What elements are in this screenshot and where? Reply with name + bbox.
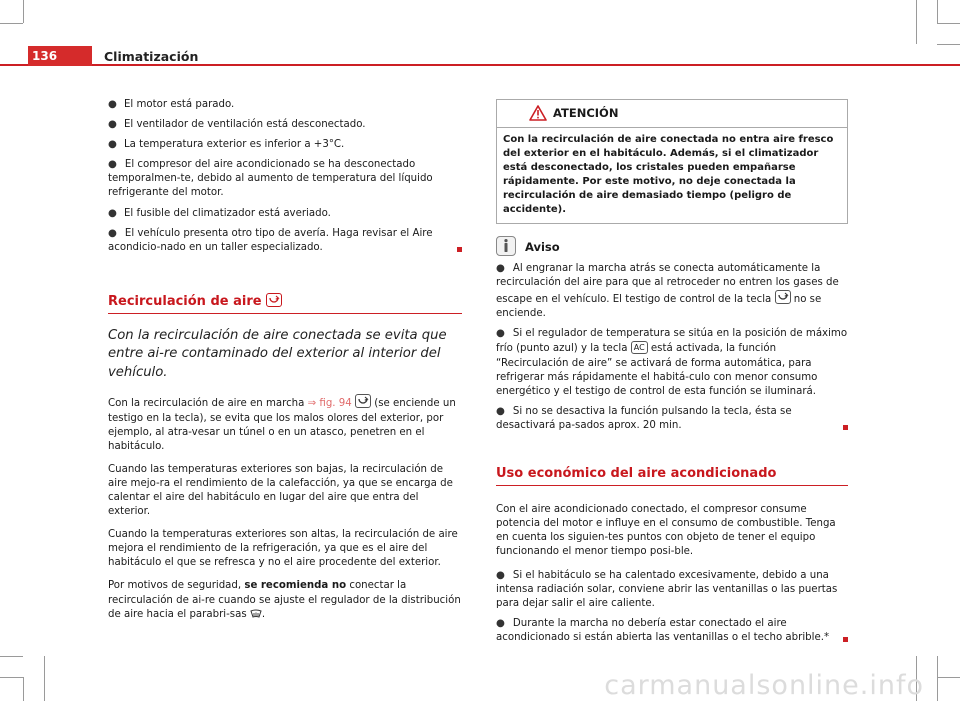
warning-body: Con la recirculación de aire conectada no entra aire fresco del exterior en el habitáculo. Además, si el climatizador está desconectado, los cristales pueden empañarse rápidamente. Por este motivo, no deje conectada la recirculación de aire demasiado tiempo (peligro de accidente).	[503, 134, 834, 215]
list-item: ● El vehículo presenta otro tipo de avería. Haga revisar el Aire acondicio-nado en un taller especializado.	[108, 227, 462, 255]
list-item: ● El fusible del climatizador está averiado.	[108, 207, 462, 221]
info-note-icon	[496, 236, 516, 256]
bullet-icon: ●	[496, 617, 505, 629]
bullet-icon: ●	[496, 569, 505, 581]
end-mark-icon	[843, 637, 848, 642]
crop-mark	[0, 23, 23, 24]
crop-mark	[937, 23, 960, 24]
list-item: ● El compresor del aire acondicionado se ha desconectado temporalmen-te, debido al aumento de temperatura del líquido refrigerante del motor.	[108, 159, 433, 199]
crop-mark	[916, 0, 917, 44]
paragraph: Cuando la temperaturas exteriores son altas, la recirculación de aire mejora el rendimiento de la refrigeración, ya que es el aire del habitáculo el que se refresca y no el aire procedente del exterior.	[108, 529, 458, 569]
warning-box	[496, 99, 848, 224]
crop-mark	[937, 677, 960, 678]
list-item: ● Si no se desactiva la función pulsando la tecla, ésta se desactivará pa-sados aprox. 20 min.	[496, 405, 848, 433]
crop-mark	[937, 44, 960, 45]
bullet-icon: ●	[496, 263, 505, 274]
list-item: ● El ventilador de ventilación está desconectado.	[108, 118, 462, 132]
bullet-icon: ●	[496, 405, 505, 417]
paragraph: Con la recirculación de aire en marcha ⇒ fig. 94 (se enciende un testigo en la tecla), se evita que los malos olores del exterior, por ejemplo, al atra-vesar un túnel o en un atasco, penetren en el habitáculo.	[108, 394, 462, 453]
page-number: 136	[28, 46, 92, 66]
warning-header	[497, 100, 847, 128]
bullet-icon: ●	[108, 119, 117, 131]
warning-title: ATENCIÓN	[553, 106, 619, 120]
paragraph: Por motivos de seguridad, se recomienda no conectar la recirculación de ai-re cuando se ajuste el regulador de la distribución de aire hacia el parabri-sas .	[108, 579, 462, 623]
crop-mark	[0, 656, 23, 657]
header-rule	[0, 64, 960, 66]
list-item: ● El motor está parado.	[108, 98, 462, 112]
list-item: ● Si el regulador de temperatura se sitúa en la posición de máximo frío (punto azul) y la tecla AC está activada, la función “Recirculación de aire” se activará de forma automática, para refrigerar más rápidamente el habitá-culo con menor consumo energético y el testigo de control de esta función se iluminará.	[496, 328, 848, 397]
watermark: carmanualsonline.info	[604, 670, 924, 701]
bullet-icon: ●	[108, 159, 117, 171]
crop-mark	[23, 0, 24, 23]
list-item: ● Al engranar la marcha atrás se conecta automáticamente la recirculación del aire para que al retroceder no entren los gases de escape en el vehículo. El testigo de control de la tecla no se enciende.	[496, 263, 839, 320]
section-title-economic-use: Uso económico del aire acondicionado	[496, 467, 848, 486]
crop-mark	[44, 656, 45, 701]
bullet-icon: ●	[496, 328, 505, 340]
crop-mark	[0, 677, 23, 678]
bullet-icon: ●	[108, 207, 117, 219]
crop-mark	[23, 677, 24, 701]
ac-key-icon: AC	[631, 341, 648, 354]
section-lead: Con la recirculación de aire conectada se evita que entre ai-re contaminado del exterior al interior del vehículo.	[108, 327, 447, 380]
section-title-recirculation: Recirculación de aire	[108, 293, 462, 314]
bullet-icon: ●	[108, 139, 117, 151]
recirculation-key-icon	[775, 290, 791, 304]
end-mark-icon	[457, 247, 462, 252]
note-header	[496, 236, 848, 260]
list-item: ● La temperatura exterior es inferior a +3°C.	[108, 138, 462, 152]
list-item: ● Durante la marcha no debería estar conectado el aire acondicionado si están abierta las ventanillas o el techo abrible.*	[496, 617, 848, 645]
left-column	[108, 98, 462, 633]
chapter-title: Climatización	[104, 49, 199, 64]
crop-mark	[937, 0, 938, 23]
warning-triangle-icon	[529, 105, 547, 126]
bullet-icon: ●	[108, 99, 117, 110]
paragraph: Cuando las temperaturas exteriores son bajas, la recirculación de aire mejo-ra el rendimiento de la calefacción, ya que se encarga de calentar el aire del habitáculo en lugar del aire que entra del exterior.	[108, 463, 453, 518]
figure-link[interactable]: ⇒ fig. 94	[307, 398, 352, 410]
recirculation-key-icon	[266, 293, 282, 307]
end-mark-icon	[843, 425, 848, 430]
bullet-icon: ●	[108, 227, 117, 239]
windshield-defrost-icon	[250, 609, 262, 624]
list-item: ● Si el habitáculo se ha calentado excesivamente, debido a una intensa radiación solar, conviene abrir las ventanillas o las puertas para dejar salir el aire caliente.	[496, 569, 838, 609]
paragraph: Con el aire acondicionado conectado, el compresor consume potencia del motor e influye en el consumo de combustible. Tenga en cuenta los siguien-tes puntos con objeto de tener el equipo funcionando el menor tiempo posi-ble.	[496, 504, 836, 558]
right-column	[496, 99, 848, 651]
crop-mark	[937, 656, 938, 701]
recirculation-key-icon	[355, 394, 371, 408]
note-title: Aviso	[525, 240, 560, 254]
